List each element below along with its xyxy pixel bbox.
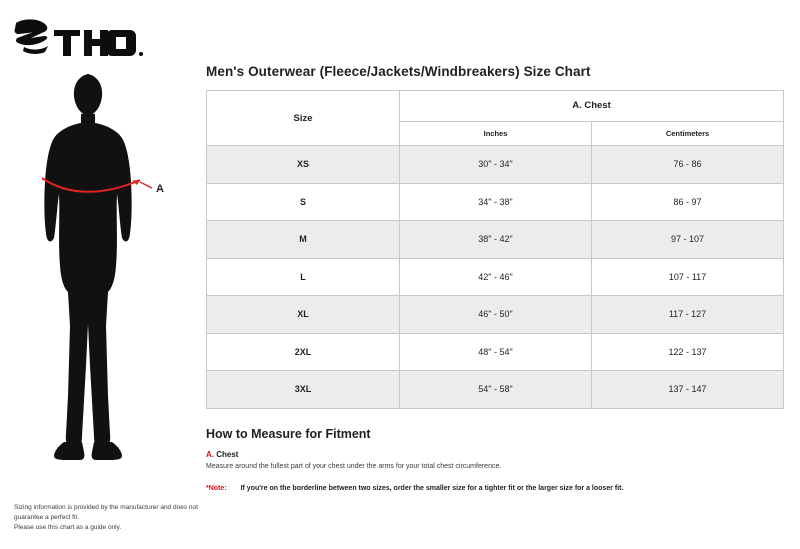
table-row <box>207 333 784 371</box>
measurement-figure <box>18 66 198 466</box>
measure-description: Measure around the fullest part of your chest under the arms for your total chest circumference. <box>206 462 502 470</box>
chest-callout-label: A <box>156 183 164 195</box>
cell-size: L <box>207 258 400 296</box>
cell-inches: 54" - 58" <box>400 371 592 409</box>
cell-size: XS <box>207 146 400 184</box>
cell-inches: 34" - 38" <box>400 183 592 221</box>
cell-inches: 30" - 34" <box>400 146 592 184</box>
table-row <box>207 146 784 184</box>
note-label: *Note: <box>206 485 227 492</box>
disclaimer-line-1: Sizing information is provided by the manufacturer and does not guarantee a perfect fit. <box>14 504 198 522</box>
cell-inches: 42" - 46" <box>400 258 592 296</box>
table-row <box>207 221 784 259</box>
cell-cm: 107 - 117 <box>592 258 784 296</box>
cell-cm: 137 - 147 <box>592 371 784 409</box>
cell-cm: 97 - 107 <box>592 221 784 259</box>
header-size: Size <box>207 91 400 146</box>
size-chart-table <box>206 90 784 409</box>
cell-size: M <box>207 221 400 259</box>
note-row <box>206 485 784 492</box>
cell-cm: 122 - 137 <box>592 333 784 371</box>
cell-cm: 86 - 97 <box>592 183 784 221</box>
cell-inches: 46" - 50" <box>400 296 592 334</box>
howto-title: How to Measure for Fitment <box>206 426 371 441</box>
cell-cm: 117 - 127 <box>592 296 784 334</box>
header-centimeters: Centimeters <box>592 121 784 145</box>
measure-letter: A. <box>206 449 214 459</box>
thor-helmet-logo <box>14 18 144 60</box>
table-header-row-1 <box>207 91 784 122</box>
male-silhouette-icon <box>44 74 131 460</box>
cell-cm: 76 - 86 <box>592 146 784 184</box>
disclaimer-line-2: Please use this chart as a guide only. <box>14 524 122 532</box>
page-title: Men's Outerwear (Fleece/Jackets/Windbreakers) Size Chart <box>206 64 591 79</box>
table-row <box>207 371 784 409</box>
cell-size: 2XL <box>207 333 400 371</box>
disclaimer <box>14 503 204 533</box>
measure-word: Chest <box>216 449 239 459</box>
size-chart-panel <box>206 64 784 492</box>
cell-inches: 38" - 42" <box>400 221 592 259</box>
table-row <box>207 296 784 334</box>
measure-item-heading <box>206 450 784 459</box>
note-text: If you're on the borderline between two sizes, order the smaller size for a tighter fit or the larger size for a looser fit. <box>240 485 624 492</box>
table-head <box>207 91 784 146</box>
cell-size: XL <box>207 296 400 334</box>
cell-size: S <box>207 183 400 221</box>
table-body <box>207 146 784 409</box>
cell-inches: 48" - 54" <box>400 333 592 371</box>
measure-item-chest <box>206 450 784 473</box>
header-chest-group: A. Chest <box>400 91 784 122</box>
cell-size: 3XL <box>207 371 400 409</box>
brand-logo <box>14 18 144 60</box>
header-inches: Inches <box>400 121 592 145</box>
table-row <box>207 183 784 221</box>
table-row <box>207 258 784 296</box>
